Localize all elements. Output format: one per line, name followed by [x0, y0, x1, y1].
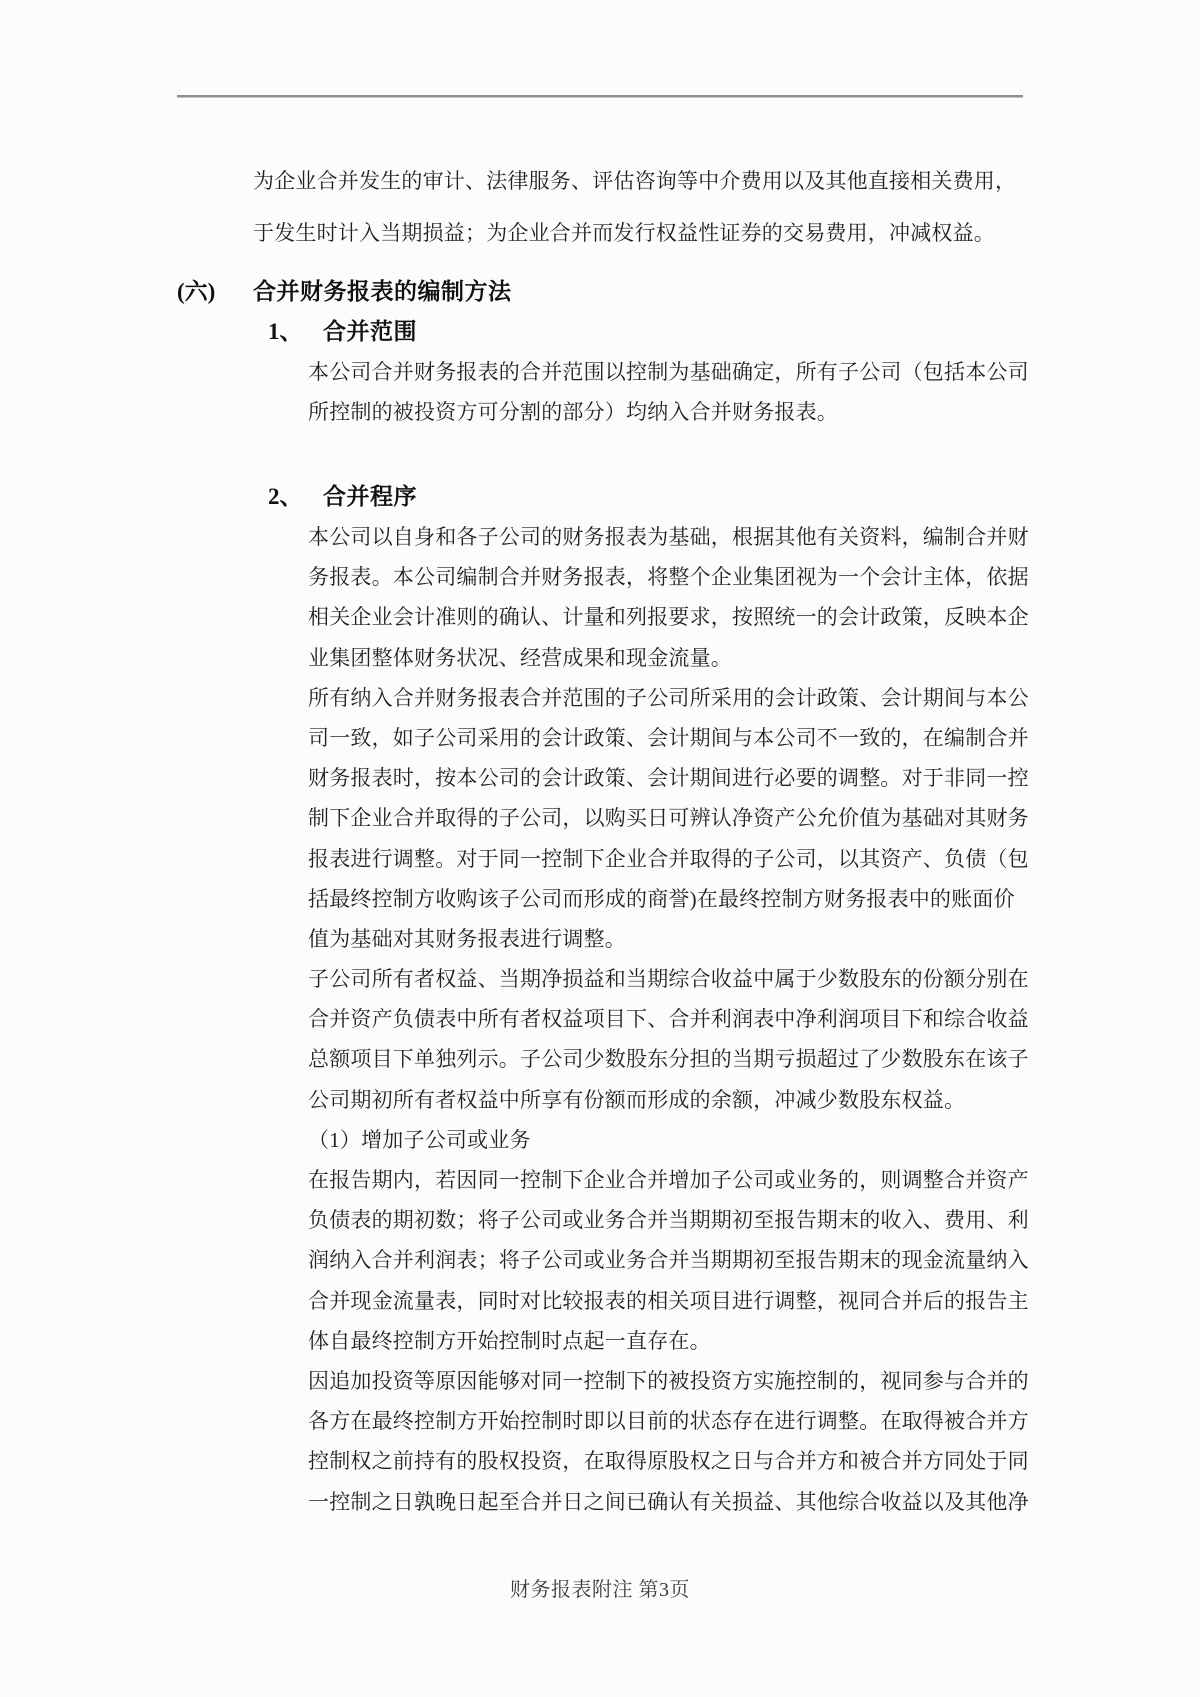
text-line: 相关企业会计准则的确认、计量和列报要求，按照统一的会计政策，反映本企 — [308, 605, 1029, 630]
section-heading — [0, 272, 1200, 312]
subsection-2-paragraph — [308, 517, 1029, 1522]
section-title: 合并财务报表的编制方法 — [253, 279, 512, 304]
subsection-2-title: 合并程序 — [323, 484, 417, 509]
text-line: 各方在最终控制方开始控制时即以目前的状态存在进行调整。在取得被合并方 — [308, 1409, 1029, 1434]
text-line: 司一致，如子公司采用的会计政策、会计期间与本公司不一致的，在编制合并 — [308, 725, 1029, 750]
text-line: 公司期初所有者权益中所享有份额而形成的余额，冲减少数股东权益。 — [308, 1087, 966, 1112]
text-line: 控制权之前持有的股权投资，在取得原股权之日与合并方和被合并方同处于同 — [308, 1449, 1029, 1474]
text-line: 负债表的期初数；将子公司或业务合并当期期初至报告期末的收入、费用、利 — [308, 1208, 1029, 1233]
text-line: 值为基础对其财务报表进行调整。 — [308, 926, 626, 951]
text-line: 本公司合并财务报表的合并范围以控制为基础确定，所有子公司（包括本公司 — [308, 360, 1029, 384]
subsection-1-paragraph — [308, 352, 1029, 432]
intro-paragraph — [253, 155, 1016, 259]
subsection-2-heading — [0, 477, 1200, 517]
list-item-heading: （1）增加子公司或业务 — [308, 1127, 531, 1152]
text-line: 总额项目下单独列示。子公司少数股东分担的当期亏损超过了少数股东在该子 — [308, 1047, 1029, 1072]
text-line: 合并资产负债表中所有者权益项目下、合并利润表中净利润项目下和综合收益 — [308, 1007, 1029, 1032]
text-line: 报表进行调整。对于同一控制下企业合并取得的子公司，以其资产、负债（包 — [308, 846, 1029, 871]
text-line: 本公司以自身和各子公司的财务报表为基础，根据其他有关资料，编制合并财 — [308, 525, 1029, 549]
subsection-2-number: 2、 — [268, 484, 303, 509]
text-line: 所有纳入合并财务报表合并范围的子公司所采用的会计政策、会计期间与本公 — [308, 685, 1029, 710]
text-line: 因追加投资等原因能够对同一控制下的被投资方实施控制的，视同参与合并的 — [308, 1368, 1029, 1393]
text-line: 所控制的被投资方可分割的部分）均纳入合并财务报表。 — [308, 400, 838, 425]
page-footer: 财务报表附注 第3页 — [510, 1579, 690, 1601]
text-line: 合并现金流量表，同时对比较报表的相关项目进行调整，视同合并后的报告主 — [308, 1288, 1029, 1313]
subsection-1-title: 合并范围 — [323, 319, 417, 344]
section-number: (六) — [177, 279, 216, 304]
text-line: 括最终控制方收购该子公司而形成的商誉)在最终控制方财务报表中的账面价 — [308, 886, 1015, 911]
header-rule — [177, 95, 1023, 98]
text-line: 制下企业合并取得的子公司，以购买日可辨认净资产公允价值为基础对其财务 — [308, 806, 1029, 831]
subsection-1-number: 1、 — [268, 319, 303, 344]
subsection-1-heading — [0, 312, 1200, 352]
text-line: 于发生时计入当期损益；为企业合并而发行权益性证券的交易费用，冲减权益。 — [253, 221, 995, 245]
text-line: 体自最终控制方开始控制时点起一直存在。 — [308, 1328, 711, 1353]
text-line: 在报告期内，若因同一控制下企业合并增加子公司或业务的，则调整合并资产 — [308, 1168, 1029, 1192]
text-line: 为企业合并发生的审计、法律服务、评估咨询等中介费用以及其他直接相关费用， — [253, 169, 1017, 193]
text-line: 润纳入合并利润表；将子公司或业务合并当期期初至报告期末的现金流量纳入 — [308, 1248, 1029, 1273]
text-line: 业集团整体财务状况、经营成果和现金流量。 — [308, 645, 732, 670]
text-line: 一控制之日孰晚日起至合并日之间已确认有关损益、其他综合收益以及其他净 — [308, 1489, 1029, 1514]
text-line: 子公司所有者权益、当期净损益和当期综合收益中属于少数股东的份额分别在 — [308, 967, 1029, 992]
text-line: 财务报表时，按本公司的会计政策、会计期间进行必要的调整。对于非同一控 — [308, 766, 1029, 791]
text-line: 务报表。本公司编制合并财务报表，将整个企业集团视为一个会计主体，依据 — [308, 565, 1029, 590]
